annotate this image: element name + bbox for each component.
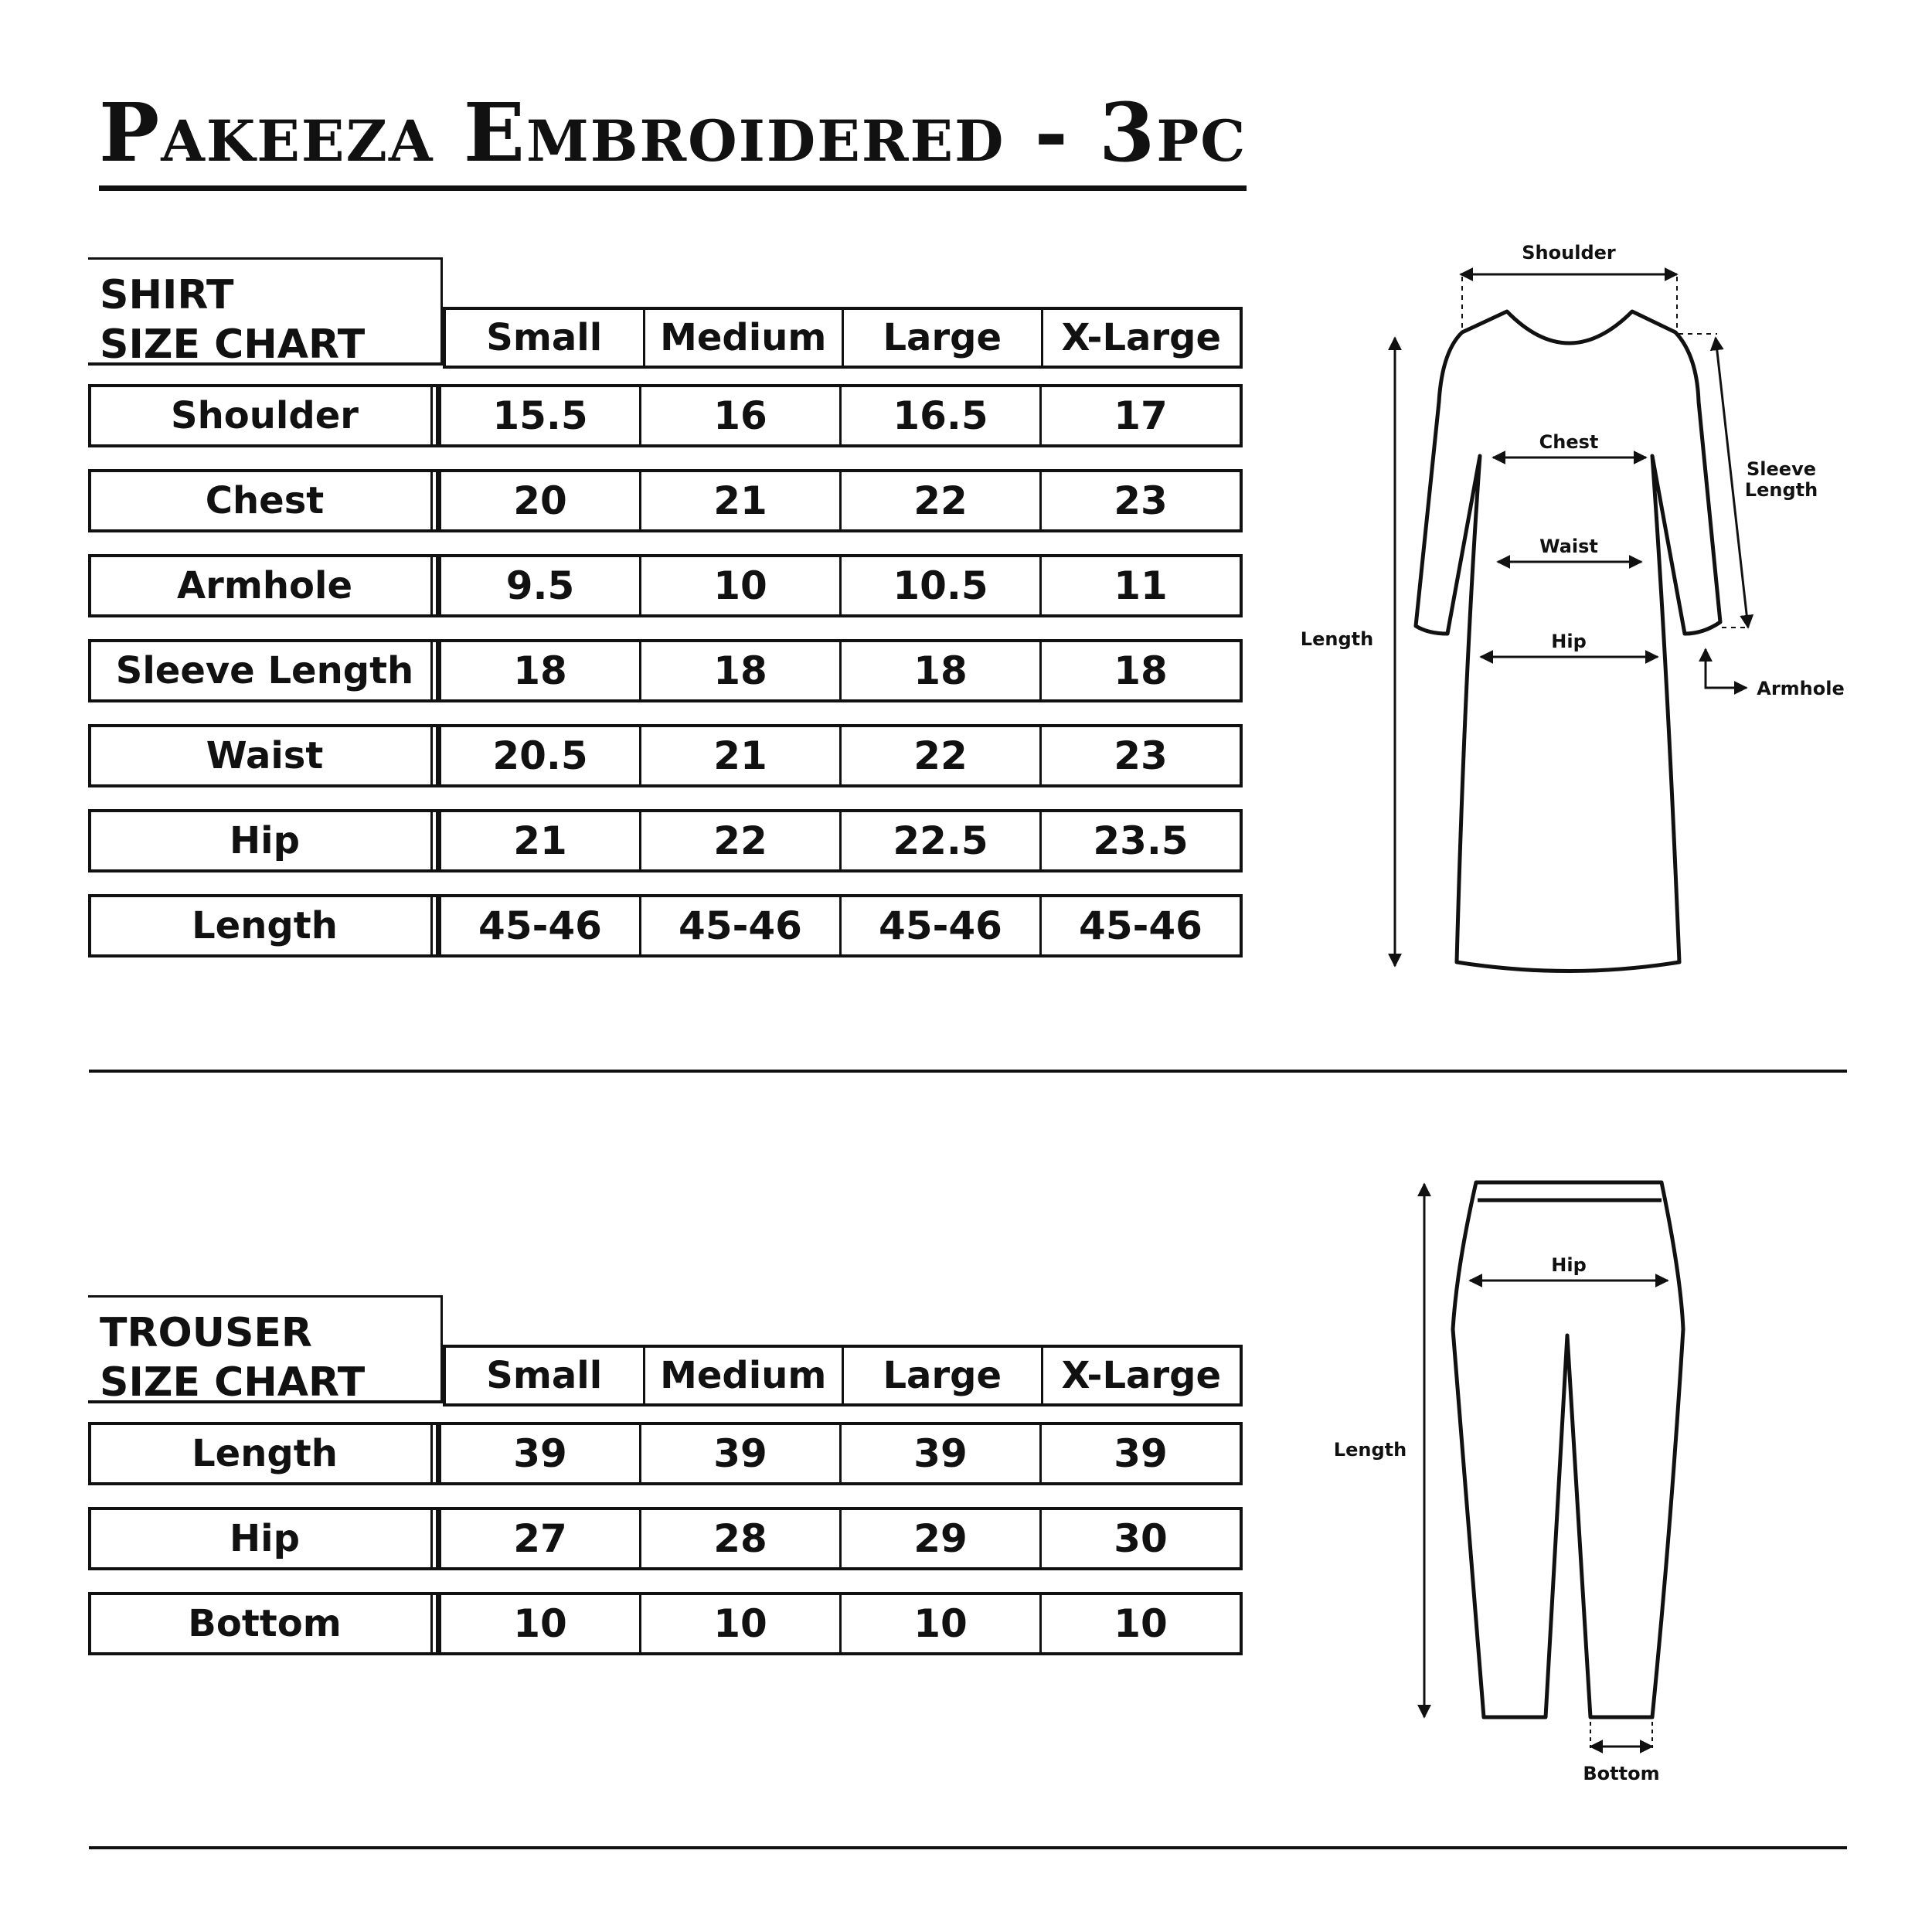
row-label: Waist — [91, 727, 438, 784]
row-label: Hip — [91, 812, 438, 869]
trouser-bottom-label: Bottom — [1583, 1763, 1660, 1784]
table-cell: 23.5 — [1039, 812, 1240, 869]
table-cell: 10 — [839, 1595, 1039, 1652]
table-cell: 10 — [513, 1601, 567, 1646]
row-label: Hip — [91, 1510, 438, 1567]
table-cell: 21 — [513, 818, 567, 863]
table-cell: 20.5 — [492, 733, 588, 778]
row-label: Shoulder — [91, 387, 438, 444]
shirt-chart-title-line2: SIZE CHART — [100, 321, 366, 368]
bottom-divider — [89, 1846, 1847, 1849]
trouser-rows — [88, 1422, 1243, 1655]
table-cell: 45-46 — [639, 897, 839, 954]
shirt-chart-title — [88, 257, 443, 366]
size-header-medium: Medium — [643, 310, 842, 366]
hip-label: Hip — [1551, 631, 1587, 652]
size-header-xlarge: X-Large — [1041, 310, 1240, 366]
row-label: Armhole — [91, 557, 438, 614]
trouser-hip-label: Hip — [1551, 1254, 1587, 1276]
size-header-small: Small — [486, 1354, 603, 1397]
table-cell: 15.5 — [492, 393, 588, 438]
table-cell: 18 — [839, 642, 1039, 699]
armhole-label: Armhole — [1757, 678, 1845, 699]
table-cell: 45-46 — [1039, 897, 1240, 954]
shirt-size-chart — [88, 257, 1243, 957]
row-label: Bottom — [91, 1595, 438, 1652]
table-cell: 18 — [639, 642, 839, 699]
size-header-xlarge: X-Large — [1041, 1348, 1240, 1403]
trouser-diagram — [1314, 1159, 1855, 1808]
trouser-length-label: Length — [1333, 1439, 1407, 1461]
table-cell: 10.5 — [839, 557, 1039, 614]
row-label: Length — [91, 1425, 438, 1482]
shirt-row-waist — [88, 724, 1243, 787]
table-cell: 27 — [513, 1516, 567, 1561]
sleeve-label-line2: Length — [1744, 479, 1818, 501]
shirt-row-hip — [88, 809, 1243, 872]
shirt-diagram — [1283, 232, 1870, 989]
trouser-size-header — [443, 1345, 1243, 1406]
shirt-size-header — [443, 307, 1243, 369]
size-header-large: Large — [842, 1348, 1041, 1403]
table-cell: 10 — [639, 1595, 839, 1652]
page-title: Pakeeza Embroidered - 3pc — [99, 93, 1247, 191]
section-divider — [89, 1070, 1847, 1073]
waist-label: Waist — [1539, 536, 1598, 557]
table-cell: 22 — [839, 727, 1039, 784]
shirt-row-armhole — [88, 554, 1243, 617]
table-cell: 45-46 — [839, 897, 1039, 954]
table-cell: 39 — [839, 1425, 1039, 1482]
trouser-chart-title-line1: TROUSER — [100, 1310, 312, 1356]
shirt-row-chest — [88, 469, 1243, 532]
trouser-chart-title-line2: SIZE CHART — [100, 1359, 366, 1406]
row-label: Chest — [91, 472, 438, 529]
table-cell: 22.5 — [839, 812, 1039, 869]
table-cell: 39 — [1039, 1425, 1240, 1482]
table-cell: 10 — [639, 557, 839, 614]
table-cell: 9.5 — [505, 563, 575, 608]
table-cell: 22 — [839, 472, 1039, 529]
table-cell: 23 — [1039, 472, 1240, 529]
shirt-row-shoulder — [88, 384, 1243, 447]
trouser-chart-title — [88, 1295, 443, 1406]
table-cell: 11 — [1039, 557, 1240, 614]
size-header-small: Small — [486, 316, 603, 359]
table-cell: 45-46 — [478, 903, 602, 948]
table-cell: 16 — [639, 387, 839, 444]
trouser-size-chart — [88, 1295, 1243, 1655]
table-cell: 18 — [1039, 642, 1240, 699]
trouser-row-bottom — [88, 1592, 1243, 1655]
table-cell: 21 — [639, 472, 839, 529]
size-header-medium: Medium — [643, 1348, 842, 1403]
table-cell: 17 — [1039, 387, 1240, 444]
sleeve-label-line1: Sleeve — [1747, 458, 1816, 480]
length-label: Length — [1300, 628, 1374, 650]
table-cell: 39 — [513, 1431, 567, 1476]
table-cell: 28 — [639, 1510, 839, 1567]
trouser-row-hip — [88, 1507, 1243, 1570]
shoulder-label: Shoulder — [1522, 242, 1616, 264]
table-cell: 16.5 — [839, 387, 1039, 444]
row-label: Sleeve Length — [91, 642, 438, 699]
table-cell: 30 — [1039, 1510, 1240, 1567]
trouser-row-length — [88, 1422, 1243, 1485]
table-cell: 23 — [1039, 727, 1240, 784]
table-cell: 20 — [513, 478, 567, 523]
table-cell: 21 — [639, 727, 839, 784]
shirt-row-length — [88, 894, 1243, 957]
table-cell: 39 — [639, 1425, 839, 1482]
size-header-large: Large — [842, 310, 1041, 366]
shirt-chart-title-line1: SHIRT — [100, 272, 234, 318]
table-cell: 22 — [639, 812, 839, 869]
table-cell: 10 — [1039, 1595, 1240, 1652]
row-label: Length — [91, 897, 438, 954]
shirt-row-sleeve-length — [88, 639, 1243, 702]
table-cell: 29 — [839, 1510, 1039, 1567]
chest-label: Chest — [1539, 431, 1599, 453]
shirt-rows — [88, 384, 1243, 957]
table-cell: 18 — [513, 648, 567, 693]
